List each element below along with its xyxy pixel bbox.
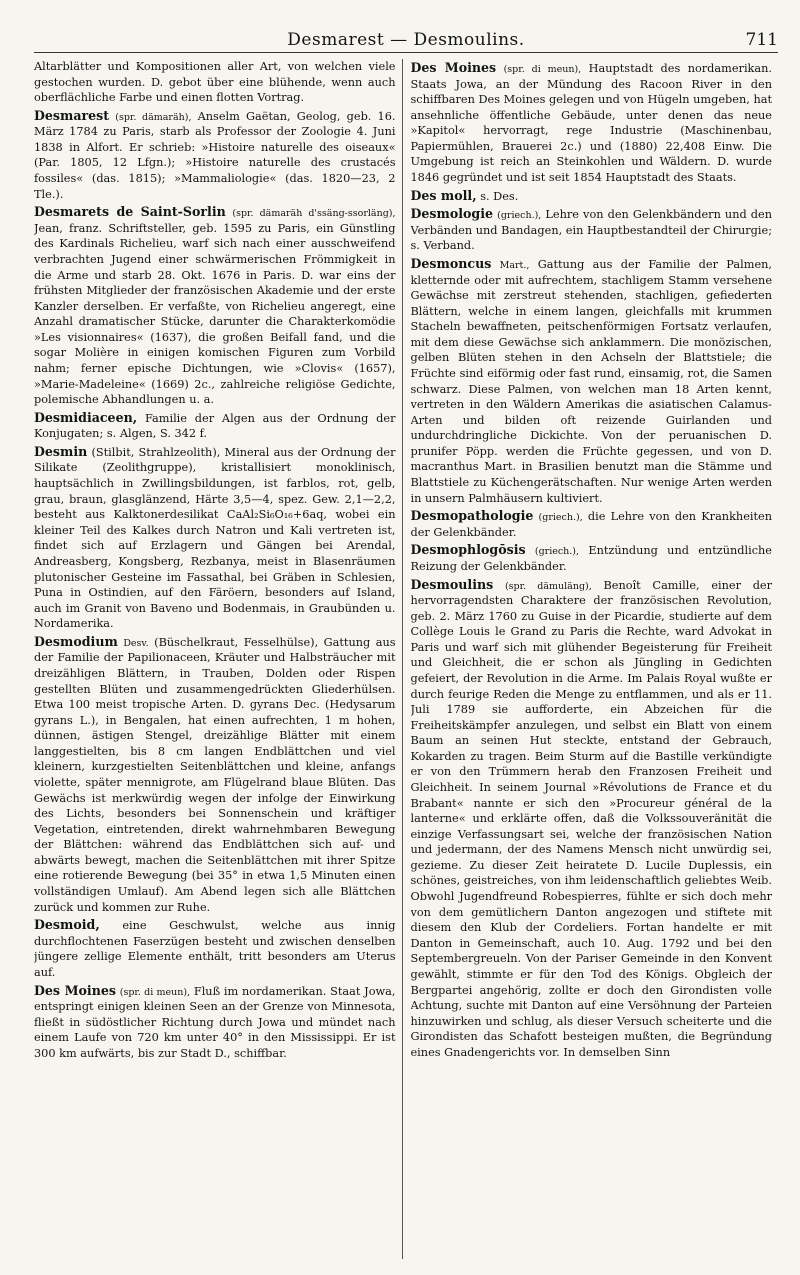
header-title: Desmarest — Desmoulins. [287, 30, 525, 50]
entry-headword: Desmarets de Saint-Sorlin [34, 204, 226, 220]
entry-headword: Desmoulins [410, 576, 494, 592]
dictionary-entry [34, 59, 396, 106]
entry-text: die Lehre von den Krankheiten der Gelenkbänder. [410, 510, 772, 539]
entry-pronunciation: (griech.), [538, 512, 583, 524]
dictionary-entry [411, 187, 773, 205]
entry-headword: Desmoid, [34, 917, 100, 933]
dictionary-entry [411, 59, 773, 186]
dictionary-entry [411, 255, 773, 506]
entry-headword: Desmarest [34, 107, 110, 123]
entry-text: Entzündung und entzündliche Reizung der Gelenkbänder. [410, 544, 772, 573]
entry-headword: Des moll, [410, 187, 477, 203]
entry-pronunciation: (griech.), [497, 210, 542, 222]
left-column [34, 59, 403, 1259]
entry-headword: Desmidiaceen, [34, 409, 138, 425]
entry-headword: Desmodium [34, 633, 118, 649]
page-number: 711 [745, 30, 778, 50]
entry-pronunciation: (spr. dämaräh d'ssäng-ssorläng), [232, 208, 396, 220]
entry-text: Jean, franz. Schriftsteller, geb. 1595 zu Paris, ein Günstling des Kardinals Richelieu, warf sich nach einer ausschweifend verbrachten Jugend einer schwärmerischen Frömmigkeit in die Arme und starb 28. Okt. 1676 in Paris. D. war eins der frühsten Mitglieder der französischen Akademie und der erste Kanzler derselben. Er verfaßte, von Richelieu angeregt, eine Anzahl dramatischer Stücke, darunter die Charakterkomödie »Les visionnaires« (1637), die großen Beifall fand, und die sogar Molière in einigen komischen Figuren zum Vorbild nahm; ferner epische Dichtungen, wie »Clovis« (1657), »Marie-Madeleine« (1669) 2c., zahlreiche religiöse Gedichte, polemische Abhandlungen u. a. [34, 221, 396, 407]
entry-text: (Stilbit, Strahlzeolith), Mineral aus der Ordnung der Silikate (Zeolithgruppe), kristallisiert monoklinisch, hauptsächlich in Zwillingsbildungen, ist farblos, rot, gelb, grau, braun, glasglänzend, Härte 3,5—4, spez. Gew. 2,1—2,2, besteht aus Kalktonerdesilikat CaAl₂Si₆O₁₆+6aq, wobei ein kleiner Teil des Kalkes durch Natron und Kali vertreten ist, findet sich auf Erzlagern und Gängen bei Arendal, Andreasberg, Kongsberg, Rezbanya, meist in Blasenräumen plutonischer Gesteine im Fassathal, bei Gräben in Schlesien, Puna in Ostindien, auf den Färöern, besonders auf Island, auch im Granit von Baveno und Bodenmais, in Graubünden u. Nordamerika. [34, 445, 396, 631]
entry-pronunciation: (spr. di meun), [503, 64, 582, 75]
entry-headword: Des Moines [410, 60, 497, 75]
entry-pronunciation: (spr. dämaräh), [115, 111, 192, 123]
entry-headword: Desmologie [410, 206, 494, 222]
dictionary-entry [34, 633, 396, 915]
entry-pronunciation: Desv. [123, 637, 149, 649]
dictionary-entry [34, 916, 396, 980]
entry-text: Gattung aus der Familie der Palmen, kletternde oder mit aufrechtem, stachligem Stamm versehene Gewächse mit zerstreut stehenden, stachligen, gefiederten Blättern, welche in einem langen, gleichfalls mit krummen Stacheln bewaffneten, peitschenförmigen Fortsatz verlaufen, mit dem diese Gewächse sich anklammern. Die monözischen, gelben Blüten stehen in den Achseln der Blattstiele; die Früchte sind eiförmig oder fast rund, einsamig, rot, die Samen schwarz. Diese Palmen, von welchen man 18 Arten kennt, vertreten in den Wäldern Amerikas die asiatischen Calamus-Arten und bilden oft reizende Guirlanden und undurchdringliche Dickichte. Von der peruanischen D. prunifer Pöpp. werden die Früchte gegessen, und von D. macranthus Mart. in Brasilien benutzt man die Stämme und Blattstiele zu Küchengerätschaften. Nur wenige Arten werden in unsern Palmhäusern kultiviert. [410, 257, 772, 505]
entry-text: s. Des. [480, 189, 519, 203]
dictionary-entry [34, 203, 396, 408]
entry-text: (Büschelkraut, Fesselhülse), Gattung aus der Familie der Papilionaceen, Kräuter und Halbsträucher mit dreizähligen Blättern, in Trauben, Dolden oder Rispen gestellten Blüten und zusammengedrückten Gliederhülsen. Etwa 100 meist tropische Arten. D. gyrans Dec. (Hedysarum gyrans L.), in Bengalen, hat einen aufrechten, 1 m hohen, dünnen, ästigen Stengel, dreizählige Blätter mit einem langgestielten, bis 8 cm langen Endblättchen und viel kleinern, kurzgestielten Seitenblättchen und kleine, anfangs violette, später mennigrote, am Flügelrand blaue Blüten. Das Gewächs ist merkwürdig wegen der infolge der Einwirkung des Lichts, besonders bei Sonnenschein und kräftiger Vegetation, eintretenden, direkt wahrnehmbaren Bewegung der Blättchen: während das Endblättchen sich auf- und abwärts bewegt, machen die Seitenblättchen mit ihrer Spitze eine rotierende Bewegung (bei 35° in etwa 1,5 Minuten einen vollständigen Umlauf). Am Abend legen sich alle Blättchen zurück und kommen zur Ruhe. [34, 635, 396, 914]
entry-text: Familie der Algen aus der Ordnung der Konjugaten; s. Algen, S. 342 f. [34, 411, 396, 441]
entry-pronunciation: Mart., [499, 259, 530, 271]
entry-text: Lehre von den Gelenkbändern und den Verbänden und Bandagen, ein Hauptbestandteil der Chirurgie; s. Verband. [410, 208, 772, 253]
running-header [34, 30, 778, 53]
right-column [411, 59, 779, 1259]
entry-text: Benoît Camille, einer der hervorragendsten Charaktere der französischen Revolution, geb. 2. März 1760 zu Guise in der Picardie, studierte auf dem Collège Louis le Grand zu Paris die Rechte, ward Advokat in Paris und warf sich mit glühender Begeisterung für Freiheit und Gleichheit, die er schon als Jüngling in Gedichten gefeiert, der Revolution in die Arme. Im Palais Royal wußte er durch feurige Reden die Menge zu entflammen, und als er 11. Juli 1789 sie aufforderte, ein Abzeichen für die Freiheitskämpfer anzulegen, und selbst ein Blatt von einem Baum an seinen Hut steckte, entstand der Gebrauch, Kokarden zu tragen. Beim Sturm auf die Bastille verkündigte er von den Trümmern herab den Franzosen Freiheit und Gleichheit. In seinem Journal »Révolutions de France et du Brabant« nannte er sich den »Procureur général de la lanterne« und erklärte offen, daß die Volkssouveränität die einzige Verfassungsart sei, welche der französischen Nation und jedermann, der des Namens Mensch nicht unwürdig sei, gezieme. Zu dieser Zeit heiratete D. Lucile Duplessis, ein schönes, geistreiches, von ihm leidenschaftlich geliebtes Weib. Obwohl Jugendfreund Robespierres, fühlte er sich doch mehr von dem gemütlichern Danton angezogen und stiftete mit diesem den Klub der Cordeliers. Fortan handelte er mit Danton in Gemeinschaft, auch 10. Aug. 1792 und bei den Septembergreueln. Von der Pariser Gemeinde in den Konvent gewählt, stimmte er für den Tod des Königs. Obgleich der Bergpartei angehörig, zollte er doch den Girondisten volle Achtung, suchte mit Danton auf eine Versöhnung der Parteien hinzuwirken und schlug, als dieser Versuch scheiterte und die Girondisten das Schafott besteigen mußten, die Begründung eines Gnadengerichts vor. In demselben Sinn [410, 578, 773, 1059]
dictionary-entry [34, 443, 396, 632]
entry-headword: Desmophlogōsis [410, 542, 526, 558]
entry-text: Anselm Gaëtan, Geolog, geb. 16. März 1784 zu Paris, starb als Professor der Zoologie 4. Juni 1838 in Alfort. Er schrieb: »Histoire naturelle des oiseaux« (Par. 1805, 12 Lfgn.); »Histoire naturelle des crustacés fossiles« (das. 1815); »Mammaliologie« (das. 1820—23, 2 Tle.). [34, 109, 396, 201]
dictionary-entry [34, 409, 396, 442]
entry-text: Hauptstadt des nordamerikan. Staats Jowa, an der Mündung des Racoon River in den schiffbaren Des Moines gelegen und von Hügeln umgeben, hat ansehnliche öffentliche Gebäude, unter denen das neue »Kapitol« hervorragt, rege Industrie (Maschinenbau, Papiermühlen, Brauerei 2c.) und (1880) 22,408 Einw. Die Umgebung ist reich an Steinkohlen und Wäldern. D. wurde 1846 gegründet und ist seit 1854 Hauptstadt des Staats. [410, 62, 772, 185]
dictionary-entry [411, 205, 773, 254]
dictionary-entry [411, 541, 773, 574]
dictionary-entry [34, 982, 396, 1062]
entry-text: Fluß im nordamerikan. Staat Jowa, entspringt einigen kleinen Seen an der Grenze von Minnesota, fließt in südöstlicher Richtung durch Jowa und mündet nach einem Laufe von 720 km unter 40° in den Mississippi. Er ist 300 km aufwärts, bis zur Stadt D., schiffbar. [34, 984, 396, 1060]
entry-headword: Desmopathologie [410, 508, 534, 524]
dictionary-entry [411, 576, 773, 1061]
entry-text: eine Geschwulst, welche aus innig durchflochtenen Faserzügen besteht und zwischen denselben jüngere zellige Elemente enthält, tritt besonders am Uterus auf. [34, 919, 396, 979]
entry-text: Altarblätter und Kompositionen aller Art, von welchen viele gestochen wurden. D. gebot über eine blühende, wenn auch oberflächliche Farbe und einen flotten Vortrag. [34, 60, 396, 105]
columns [34, 59, 778, 1259]
dictionary-entry [411, 507, 773, 540]
entry-headword: Des Moines [34, 982, 116, 998]
entry-pronunciation: (spr. dämuläng), [504, 580, 592, 592]
entry-headword: Desmin [34, 443, 88, 459]
dictionary-entry [34, 107, 396, 202]
entry-headword: Desmoncus [410, 255, 492, 271]
entry-pronunciation: (spr. di meun), [119, 986, 191, 998]
entry-pronunciation: (griech.), [534, 546, 580, 558]
